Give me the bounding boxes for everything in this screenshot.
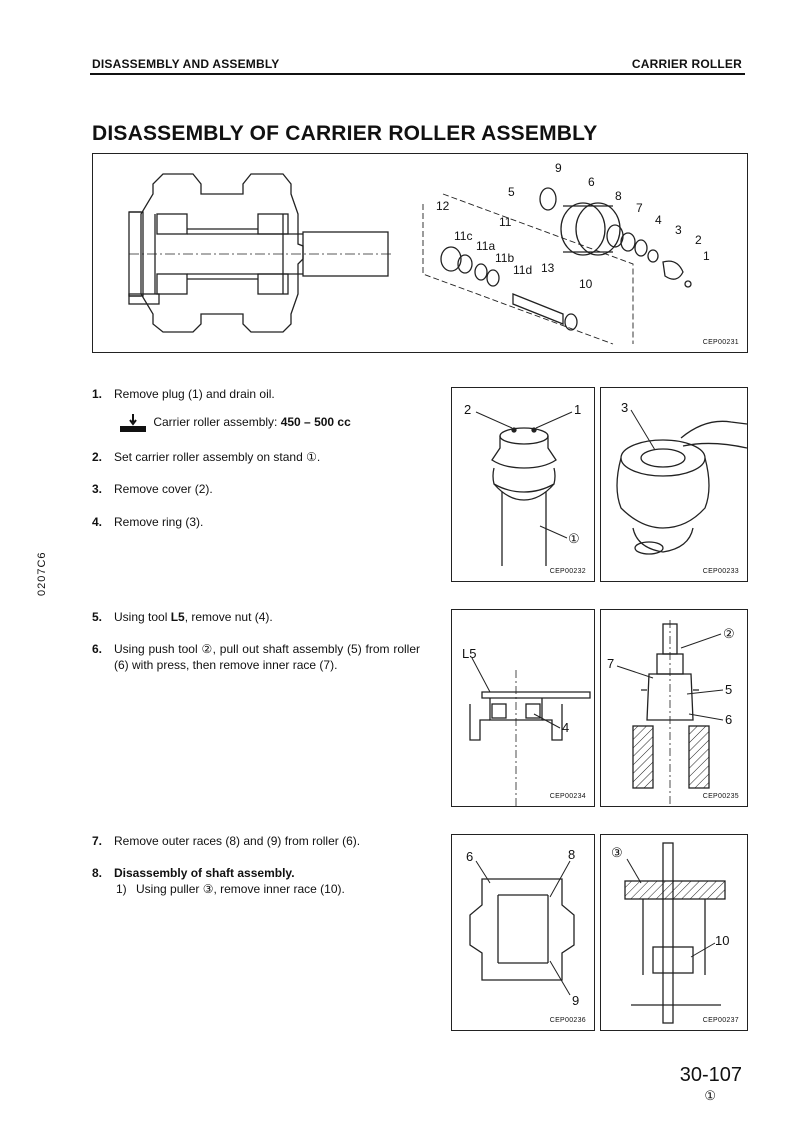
- figure-label: 4: [562, 720, 570, 735]
- step-3: [92, 481, 422, 497]
- step-number: 7.: [92, 834, 103, 848]
- step-number: 4.: [92, 515, 103, 529]
- main-figure-label: 1: [703, 249, 710, 263]
- figure-cep00235: [600, 609, 748, 807]
- main-figure-label: 3: [675, 223, 682, 237]
- step-text: Using push tool ②, pull out shaft assembly (5) from roller (6) with press, then remove inner race (7).: [114, 642, 420, 672]
- figure-label: 6: [466, 849, 474, 864]
- figure-cep00232: [451, 387, 595, 582]
- main-figure-label: 11a: [476, 239, 496, 253]
- revision-mark: ①: [704, 1088, 716, 1103]
- step-text: Remove plug (1) and drain oil.: [114, 387, 275, 401]
- figure-label: 2: [464, 402, 472, 417]
- figure-label: 10: [715, 933, 730, 948]
- main-figure-label: 6: [588, 175, 595, 189]
- step-8: [92, 865, 422, 881]
- figure-code: CEP00235: [702, 793, 739, 800]
- header-section-title: DISASSEMBLY AND ASSEMBLY: [92, 57, 280, 71]
- oil-can-icon: [116, 412, 150, 434]
- header-component-title: CARRIER ROLLER: [631, 57, 742, 71]
- step-7: [92, 833, 422, 849]
- figure-label: ②: [723, 626, 735, 641]
- figure-code: CEP00232: [549, 568, 586, 575]
- figure-label: 3: [621, 400, 629, 415]
- header-rule: [90, 73, 745, 75]
- step-text: Disassembly of shaft assembly.: [114, 866, 295, 880]
- main-figure-label: 11c: [454, 229, 473, 243]
- side-document-code: 0207C6: [36, 551, 48, 596]
- figure-label: L5: [462, 646, 477, 661]
- step-6: [92, 641, 422, 673]
- figure-label: ③: [611, 845, 623, 860]
- step-2: [92, 449, 422, 465]
- main-figure-label: 11: [499, 215, 512, 229]
- step-number: 1.: [92, 387, 103, 401]
- step-text: Remove outer races (8) and (9) from roller (6).: [114, 834, 361, 848]
- main-figure-label: 7: [636, 201, 643, 215]
- main-figure-label: 10: [579, 277, 593, 291]
- step-5: [92, 609, 422, 625]
- main-figure-label: 11b: [495, 251, 515, 265]
- step-text: Remove cover (2).: [114, 482, 213, 496]
- figure-code: CEP00237: [702, 1017, 739, 1024]
- main-figure-label: 2: [695, 233, 702, 247]
- step-oil-spec: [116, 412, 446, 434]
- step-text: Remove ring (3).: [114, 515, 204, 529]
- step-4: [92, 514, 422, 530]
- step-text: Using puller ③, remove inner race (10).: [136, 882, 345, 896]
- main-figure-label: 12: [436, 199, 450, 213]
- main-figure-label: 9: [555, 161, 562, 175]
- step-number: 8.: [92, 866, 103, 880]
- figure-code: CEP00231: [702, 339, 739, 346]
- step-text: Set carrier roller assembly on stand ①.: [114, 450, 321, 464]
- step-number: 6.: [92, 642, 103, 656]
- figure-cep00237: [600, 834, 748, 1031]
- main-figure-drawing: [93, 154, 747, 352]
- main-figure-exploded-view: [92, 153, 748, 353]
- step-text: Using tool: [114, 610, 171, 624]
- main-figure-label: 13: [541, 261, 555, 275]
- figure-label: 8: [568, 847, 576, 862]
- figure-cep00234: [451, 609, 595, 807]
- main-figure-label: 5: [508, 185, 515, 199]
- figure-cep00233: [600, 387, 748, 582]
- figure-label: ①: [568, 531, 580, 546]
- step-8-1: [116, 881, 446, 897]
- page-title: DISASSEMBLY OF CARRIER ROLLER ASSEMBLY: [92, 122, 598, 145]
- step-number: 2.: [92, 450, 103, 464]
- figure-label: 1: [574, 402, 582, 417]
- figure-code: CEP00234: [549, 793, 586, 800]
- figure-code: CEP00233: [702, 568, 739, 575]
- substep-number: 1): [116, 882, 127, 896]
- figure-cep00236: [451, 834, 595, 1031]
- figure-label: 7: [607, 656, 615, 671]
- step-number: 3.: [92, 482, 103, 496]
- figure-label: 6: [725, 712, 733, 727]
- figure-code: CEP00236: [549, 1017, 586, 1024]
- page-number: 30-107: [679, 1064, 742, 1086]
- figure-label: 5: [725, 682, 733, 697]
- main-figure-label: 11d: [513, 263, 533, 277]
- step-text-cont: , remove nut (4).: [184, 610, 273, 624]
- figure-label: 9: [572, 993, 580, 1008]
- tool-code: L5: [170, 610, 185, 624]
- oil-spec-value: 450 – 500 cc: [280, 415, 351, 430]
- step-1: [92, 386, 422, 402]
- step-number: 5.: [92, 610, 103, 624]
- oil-spec-label: Carrier roller assembly:: [153, 415, 281, 430]
- main-figure-label: 4: [655, 213, 662, 227]
- main-figure-label: 8: [615, 189, 622, 203]
